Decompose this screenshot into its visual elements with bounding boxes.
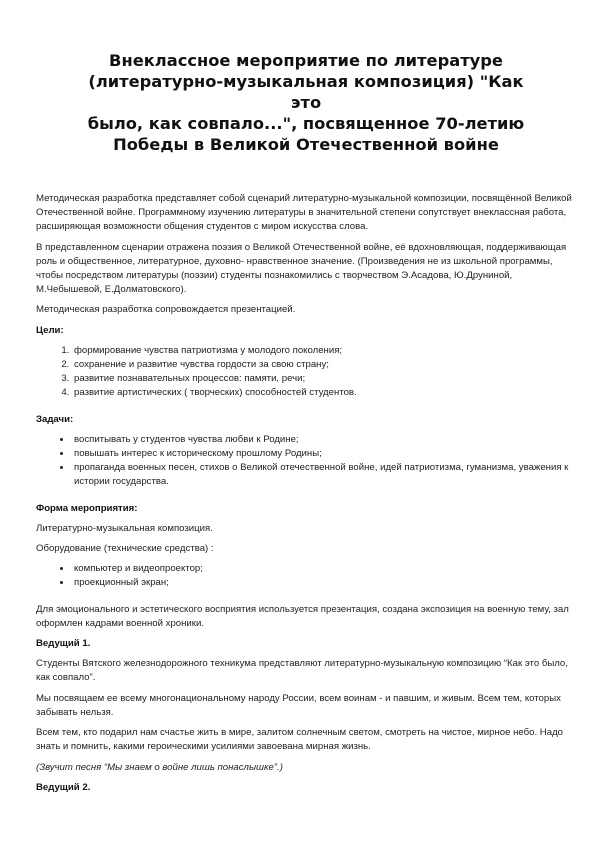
intro-paragraph: В представленном сценарии отражена поэзия о Великой Отечественной войне, её вдохновляющая, поддерживающая роль и общественное, литературное, духовно- нравственное значение. (Произведения не из школьной программы, чтобы посредством литературы (поэзии) студенты познакомились с творчеством Э.Асадова, Ю.Друниной, М.Чебышевой, Е.Долматовского). [36, 241, 567, 296]
tasks-heading: Задачи: [36, 413, 74, 425]
goals-list [36, 344, 576, 401]
tasks-list [36, 433, 576, 490]
form-type: Литературно-музыкальная композиция. [36, 522, 213, 534]
title-line: (литературно-музыкальная композиция) "Как это [88, 72, 524, 112]
document-body [36, 192, 576, 795]
intro-paragraph: Методическая разработка сопровождается презентацией. [36, 304, 296, 316]
list-item: • пропаганда военных песен, стихов о Великой отечественной войне, идей патриотизма, гуманизма, уважения к истории государства. [72, 461, 576, 489]
list-item: • проекционный экран; [72, 576, 576, 590]
list-item: 4. развитие артистических ( творческих) способностей студентов. [72, 386, 576, 400]
list-item: • воспитывать у студентов чувства любви к Родине; [72, 433, 576, 447]
equipment-list [36, 562, 576, 590]
form-note: Для эмоционального и эстетического восприятия используется презентация, создана экспозиция на военную тему, зал оформлен кадрами военной хроники. [36, 603, 569, 629]
list-item: 1. формирование чувства патриотизма у молодого поколения; [72, 344, 576, 358]
document-title [76, 50, 536, 155]
host2-heading: Ведущий 2. [36, 781, 91, 793]
form-heading: Форма мероприятия: [36, 502, 138, 514]
title-line: Победы в Великой Отечественной войне [113, 135, 499, 154]
list-item: • повышать интерес к историческому прошлому Родины; [72, 447, 576, 461]
intro-paragraph: Методическая разработка представляет собой сценарий литературно-музыкальной композиции, посвящённой Великой Отечественной войне. Программному изучению литературы в значительной степени сопутствует внеклассная работа, расширяющая возможности общения студентов с миром искусства слова. [36, 193, 572, 233]
host1-paragraph: Студенты Вятского железнодорожного техникума представляют литературно-музыкальную композицию “Как это было, как совпало”. [36, 658, 568, 684]
title-line: было, как совпало...", посвященное 70-летию [87, 114, 525, 133]
host1-paragraph: Мы посвящаем ее всему многонациональному народу России, всем воинам - и павшим, и живым. Всем тем, которых забывать нельзя. [36, 692, 561, 718]
list-item: • компьютер и видеопроектор; [72, 562, 576, 576]
goals-heading: Цели: [36, 324, 64, 336]
title-line: Внеклассное мероприятие по литературе [109, 51, 503, 70]
list-item: 3. развитие познавательных процессов: памяти, речи; [72, 372, 576, 386]
document-page [0, 50, 612, 842]
equipment-label: Оборудование (технические средства) : [36, 543, 214, 555]
host1-heading: Ведущий 1. [36, 638, 91, 650]
list-item: 2. сохранение и развитие чувства гордости за свою страну; [72, 358, 576, 372]
song-note: (Звучит песня “Мы знаем о войне лишь понаслышке”.) [36, 761, 283, 773]
host1-paragraph: Всем тем, кто подарил нам счастье жить в мире, залитом солнечным светом, смотреть на чистое, мирное небо. Надо знать и помнить, какими героическими усилиями завоевана мирная жизнь. [36, 727, 563, 753]
